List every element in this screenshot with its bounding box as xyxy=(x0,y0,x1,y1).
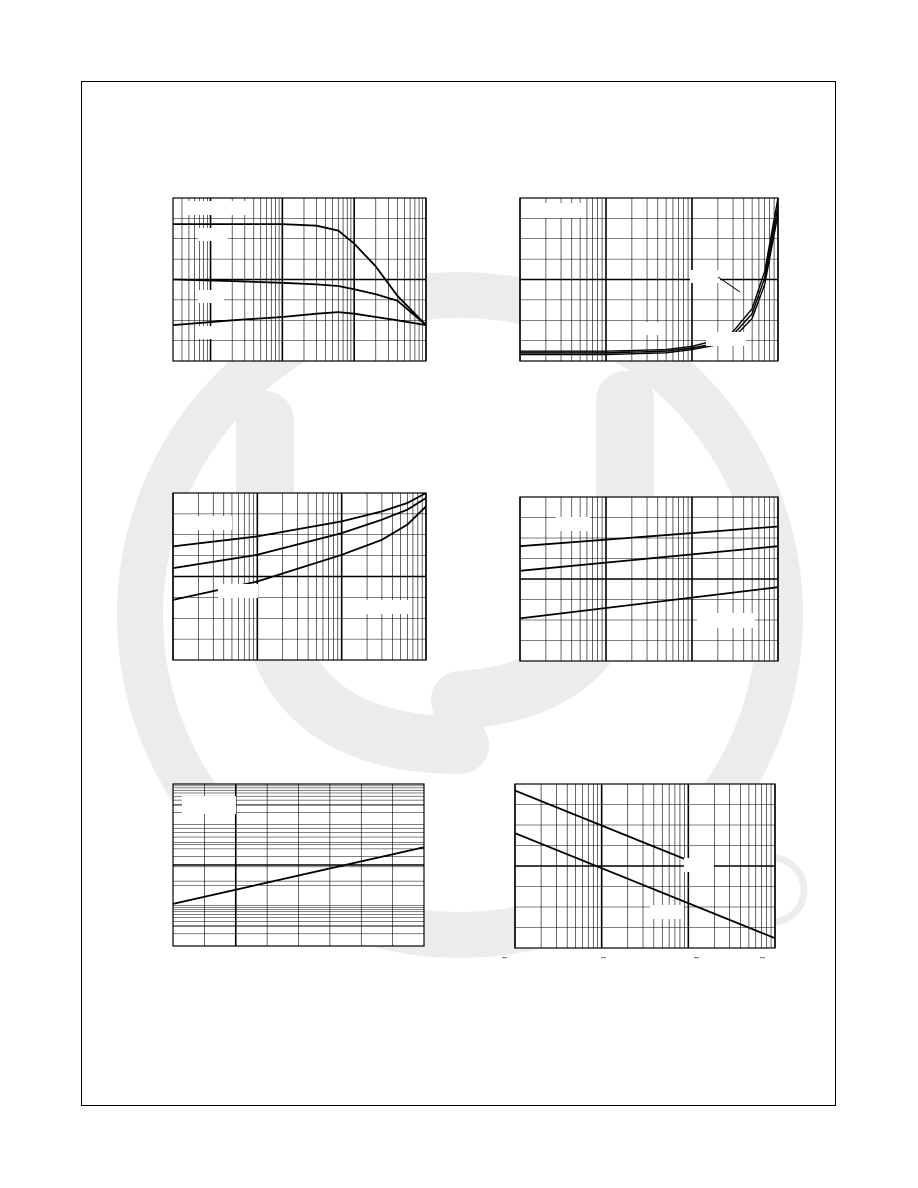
chart-label-box xyxy=(684,858,714,872)
chart-label-box xyxy=(556,517,590,531)
bottom-axis-mark: – xyxy=(760,952,766,962)
chart-label-box xyxy=(690,270,720,283)
chart-label-box xyxy=(188,201,248,215)
chart-panel-6 xyxy=(515,784,775,948)
chart-label-box xyxy=(650,905,684,919)
chart-panel-3 xyxy=(173,493,426,660)
chart-label-box xyxy=(525,203,583,218)
bottom-axis-mark: – xyxy=(694,952,700,962)
chart-label-box xyxy=(706,332,746,346)
chart-panel-4 xyxy=(520,497,778,661)
chart-label-box xyxy=(198,290,224,303)
chart-label-box xyxy=(188,516,232,530)
chart-panel-5 xyxy=(173,784,424,946)
chart-panel-1 xyxy=(173,198,426,361)
chart-label-box xyxy=(182,796,236,814)
chart-label-box xyxy=(366,600,412,614)
chart-label-box xyxy=(198,228,228,241)
chart-label-box xyxy=(218,584,258,598)
chart-label-box xyxy=(198,326,226,339)
chart-label-box xyxy=(697,613,755,628)
chart-label-box xyxy=(634,322,664,335)
bottom-axis-mark: – xyxy=(502,952,508,962)
bottom-axis-mark: – xyxy=(601,952,607,962)
chart-panel-2 xyxy=(520,198,778,361)
